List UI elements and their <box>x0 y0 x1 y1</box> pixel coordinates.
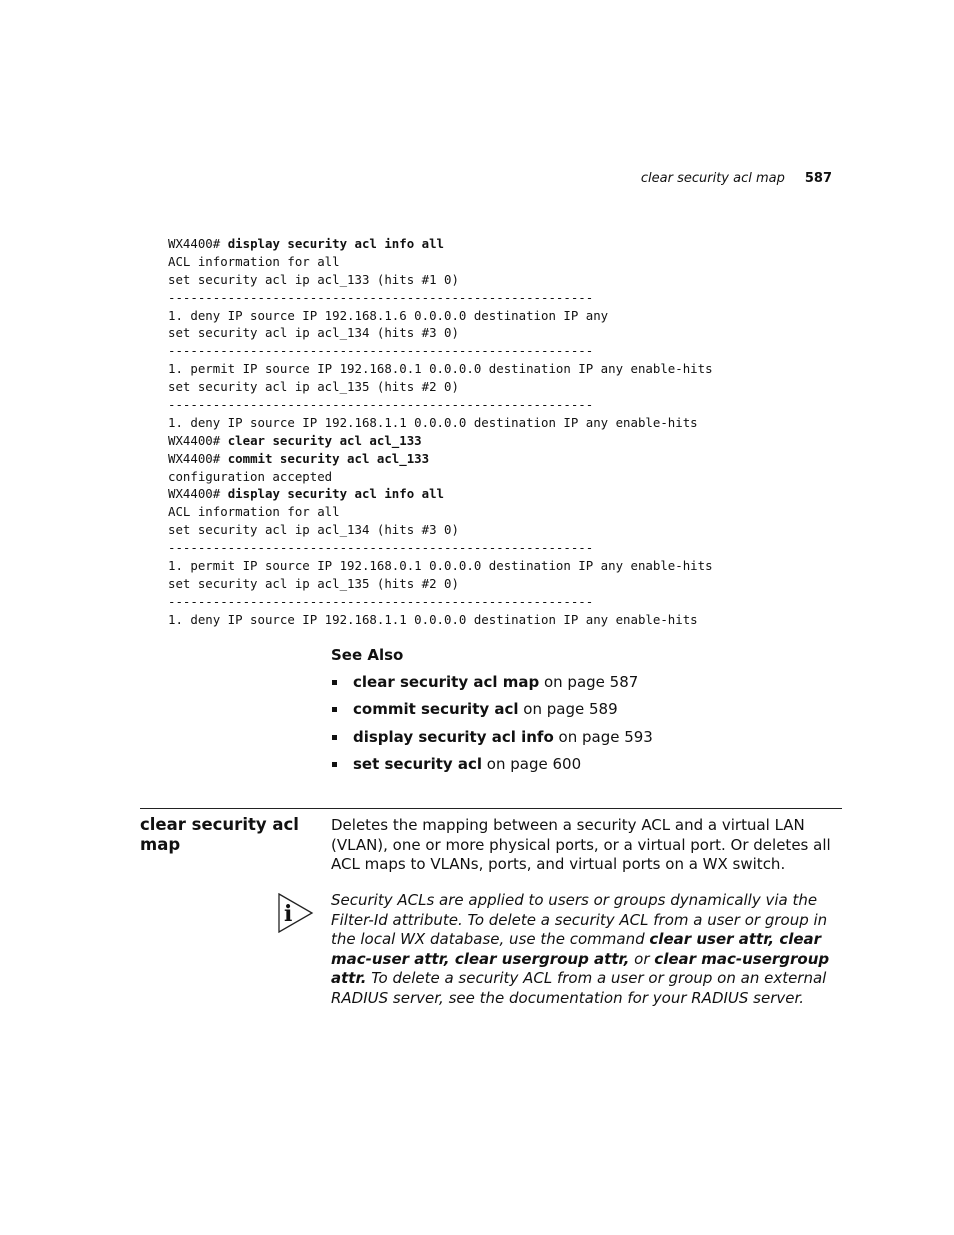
note-text-part: Security ACLs are applied to users or groups dynamically via the Filter-Id attribute. To delete a security ACL from a user or group in the local WX database, use the command <box>331 891 828 949</box>
code-line: --------------------------------------------------------- <box>168 593 594 609</box>
code-line: set security acl ip acl_134 (hits #3 0) <box>168 325 459 341</box>
note-command-ref: clear user attr, clear mac-user attr, clear usergroup attr, <box>331 930 822 968</box>
page-number: 587 <box>804 171 832 186</box>
code-line: set security acl ip acl_134 (hits #3 0) <box>168 522 459 538</box>
code-line: configuration accepted <box>168 468 333 484</box>
cli-command: display security acl info all <box>227 486 445 502</box>
info-icon <box>278 893 314 933</box>
see-also-link[interactable]: display security acl info <box>353 727 554 746</box>
running-header <box>641 171 832 186</box>
cli-prompt: WX4400# <box>168 450 228 466</box>
cli-command: display security acl info all <box>227 236 445 251</box>
cli-command: commit security acl acl_133 <box>227 450 430 466</box>
svg-text:i: i <box>284 901 293 927</box>
code-line <box>168 450 713 468</box>
code-line: --------------------------------------------------------- <box>168 343 594 359</box>
see-also-item <box>331 672 653 699</box>
see-also-item <box>331 699 653 726</box>
note-text-part: To delete a security ACL from a user or group on an external RADIUS server, see the documentation for your RADIUS server. <box>331 969 827 1007</box>
note-command-ref: clear mac-usergroup attr. <box>331 949 830 988</box>
code-line: 1. deny IP source IP 192.168.1.1 0.0.0.0 destination IP any enable-hits <box>168 611 698 627</box>
section-description: Deletes the mapping between a security ACL and a virtual LAN (VLAN), one or more physical ports, or a virtual port. Or deletes all ACL maps to VLANs, ports, and virtual ports on a WX switch. <box>331 816 831 874</box>
code-line: 1. deny IP source IP 192.168.1.6 0.0.0.0 destination IP any <box>168 307 609 323</box>
code-line: --------------------------------------------------------- <box>168 540 594 556</box>
code-line: 1. permit IP source IP 192.168.0.1 0.0.0.0 destination IP any enable-hits <box>168 361 713 377</box>
cli-prompt: WX4400# <box>168 236 228 251</box>
see-also-page-ref: on page 593 <box>553 727 653 746</box>
see-also-page-ref: on page 589 <box>518 700 618 719</box>
square-bullet-icon <box>332 680 337 685</box>
see-also-link[interactable]: set security acl <box>353 754 483 773</box>
code-line: ACL information for all <box>168 253 340 269</box>
see-also-link[interactable]: clear security acl map <box>353 673 540 691</box>
code-line: --------------------------------------------------------- <box>168 397 594 413</box>
running-header-title: clear security acl map <box>640 171 785 186</box>
note-text-part: or <box>629 949 655 968</box>
cli-prompt: WX4400# <box>168 486 228 502</box>
code-line: set security acl ip acl_135 (hits #2 0) <box>168 575 459 591</box>
code-line: ACL information for all <box>168 504 340 520</box>
see-also-page-ref: on page 600 <box>482 754 582 773</box>
code-line <box>168 235 713 253</box>
note-text <box>331 891 841 1009</box>
cli-example-code-block <box>168 235 713 629</box>
section-heading: clear security acl map <box>140 815 299 854</box>
section-divider <box>140 808 842 809</box>
cli-command: clear security acl acl_133 <box>227 432 422 448</box>
code-line: set security acl ip acl_133 (hits #1 0) <box>168 271 459 287</box>
see-also-heading: See Also <box>331 646 404 664</box>
code-line <box>168 485 713 503</box>
code-line: --------------------------------------------------------- <box>168 289 594 305</box>
see-also-item <box>331 727 653 754</box>
square-bullet-icon <box>332 735 337 740</box>
see-also-item <box>331 754 653 781</box>
see-also-list <box>331 672 653 781</box>
code-line: 1. deny IP source IP 192.168.1.1 0.0.0.0 destination IP any enable-hits <box>168 414 698 430</box>
square-bullet-icon <box>332 762 337 767</box>
see-also-page-ref: on page 587 <box>539 673 639 691</box>
cli-prompt: WX4400# <box>168 432 228 448</box>
code-line: set security acl ip acl_135 (hits #2 0) <box>168 379 459 395</box>
see-also-link[interactable]: commit security acl <box>353 700 519 719</box>
code-line: 1. permit IP source IP 192.168.0.1 0.0.0.0 destination IP any enable-hits <box>168 558 713 574</box>
square-bullet-icon <box>332 707 337 712</box>
code-line <box>168 432 713 450</box>
